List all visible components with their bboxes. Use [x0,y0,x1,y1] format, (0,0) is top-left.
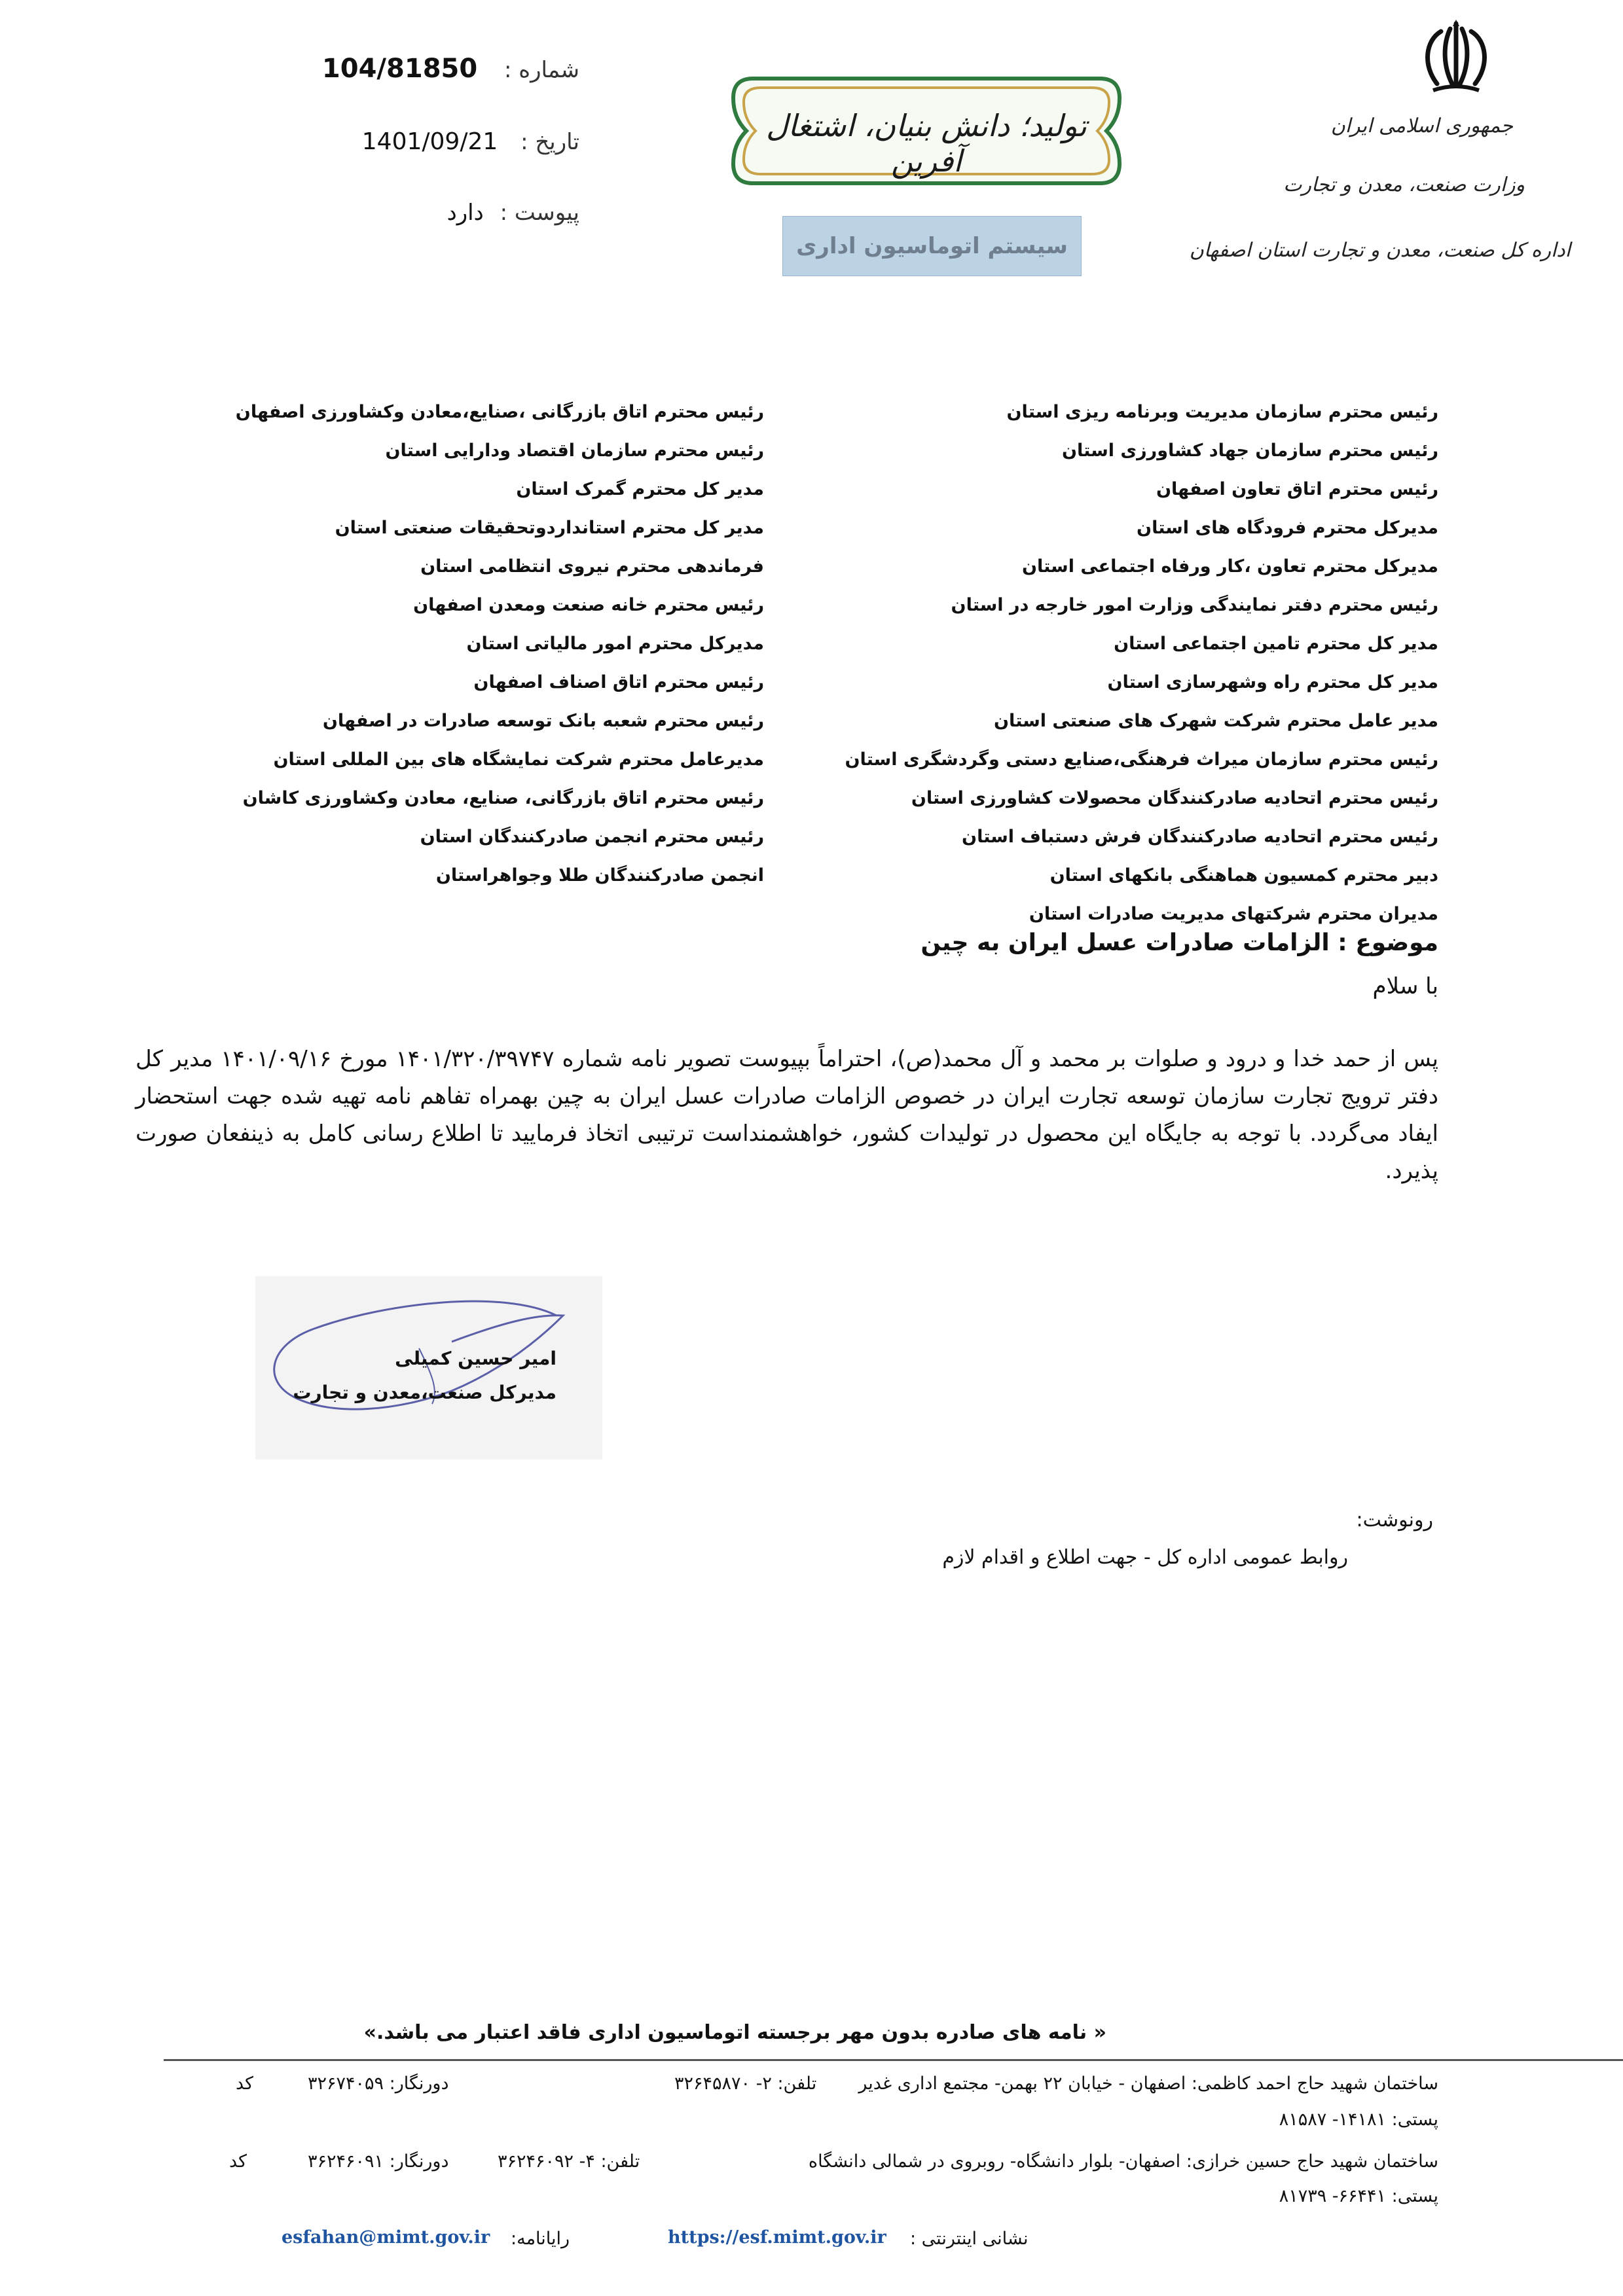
letter-number [288,54,579,84]
footer-phone-1: تلفن: ۲- ۳۲۶۴۵۸۷۰ [674,2073,817,2094]
recipient-item: رئیس محترم اتاق بازرگانی ،صنایع،معادن وکشاورزی اصفهان [235,402,764,422]
recipient-item: رئیس محترم سازمان میراث فرهنگی،صنایع دستی وگردشگری استان [845,749,1438,770]
recipient-item: مدیرکل محترم فرودگاه های استان [1137,518,1438,538]
footer-postal-2: پستی: ۶۶۴۴۱- ۸۱۷۳۹ [1279,2186,1438,2206]
iran-emblem-icon [1413,20,1499,98]
number-value: 104/81850 [321,54,478,84]
recipient-item: مدیر کل محترم تامین اجتماعی استان [1114,634,1438,654]
recipients-right-column [845,393,1438,933]
recipient-item: رئیس محترم اتاق بازرگانی، صنایع، معادن وکشاورزی کاشان [242,788,764,808]
motto-text: تولید؛ دانش بنیان، اشتغال آفرین [766,108,1087,179]
footer-website-link[interactable]: https://esf.mimt.gov.ir [668,2227,886,2248]
recipient-item: رئیس محترم اتحادیه صادرکنندگان فرش دستباف استان [962,827,1438,847]
gov-line-3: اداره کل صنعت، معدن و تجارت استان اصفهان [1189,239,1571,262]
recipient-item: رئیس محترم اتاق اصناف اصفهان [473,672,764,692]
recipient-item: انجمن صادرکنندگان طلا وجواهراستان [435,865,764,886]
recipient-item: رئیس محترم انجمن صادرکنندگان استان [420,827,764,847]
footer-address-1: ساختمان شهید حاج احمد کاظمی: اصفهان - خیابان ۲۲ بهمن- مجتمع اداری غدیر [858,2073,1438,2094]
attachment-value: دارد [447,200,484,226]
automation-system-badge: سیستم اتوماسیون اداری [782,216,1082,276]
recipient-item: رئیس محترم شعبه بانک توسعه صادرات در اصفهان [322,711,764,731]
footer-code-label-2: کد [229,2151,247,2172]
footer-postal-1: پستی: ۱۴۱۸۱- ۸۱۵۸۷ [1279,2109,1438,2130]
recipient-item: مدیر عامل محترم شرکت شهرک های صنعتی استان [994,711,1438,731]
letter-greeting: با سلام [1372,973,1438,999]
gov-line-2: وزارت صنعت، معدن و تجارت [1283,173,1525,196]
recipient-item: رئیس محترم اتاق تعاون اصفهان [1156,479,1438,499]
recipient-item: مدیرعامل محترم شرکت نمایشگاه های بین المللی استان [273,749,764,770]
recipient-item: رئیس محترم سازمان اقتصاد ودارایی استان [385,440,764,461]
recipient-item: رئیس محترم سازمان مدیریت وبرنامه ریزی استان [1006,402,1438,422]
footer-phone-2: تلفن: ۴- ۳۶۲۴۶۰۹۲ [498,2151,640,2172]
recipient-item: مدیرکل محترم امور مالیاتی استان [466,634,764,654]
recipient-item: دبیر محترم کمسیون هماهنگی بانکهای استان [1049,865,1438,886]
signer-title: مدیرکل صنعت،معدن و تجارت [293,1382,556,1403]
footer-email-label: رایانامه: [511,2229,570,2249]
recipient-item: رئیس محترم سازمان جهاد کشاورزی استان [1061,440,1438,461]
validity-notice: « نامه های صادره بدون مهر برجسته اتوماسیون اداری فاقد اعتبار می باشد.» [363,2021,1106,2044]
date-value: 1401/09/21 [361,128,498,155]
recipient-item: رئیس محترم اتحادیه صادرکنندگان محصولات کشاورزی استان [911,788,1438,808]
footer-fax-2: دورنگار: ۳۶۲۴۶۰۹۱ [308,2151,449,2172]
footer-fax-1: دورنگار: ۳۲۶۷۴۰۵۹ [308,2073,449,2094]
letter-subject: موضوع : الزامات صادرات عسل ایران به چین [921,929,1438,956]
recipients-left-column [236,393,764,895]
cc-item: روابط عمومی اداره کل - جهت اطلاع و اقدام لازم [942,1546,1348,1569]
recipient-item: رئیس محترم خانه صنعت ومعدن اصفهان [413,595,764,615]
footer-divider [164,2059,1623,2061]
letter-date [321,128,579,155]
recipient-item: مدیرکل محترم تعاون ،کار ورفاه اجتماعی استان [1021,556,1438,577]
signer-block [293,1342,556,1410]
recipient-item: فرماندهی محترم نیروی انتظامی استان [420,556,764,577]
attachment-label: پیوست : [500,200,579,226]
footer-email-link[interactable]: esfahan@mimt.gov.ir [282,2227,490,2248]
footer-code-label-1: کد [236,2073,254,2094]
date-label: تاریخ : [520,129,579,155]
gov-line-1: جمهوری اسلامی ایران [1330,115,1513,137]
letter-attachment [393,200,579,226]
footer-website-label: نشانی اینترنتی : [910,2229,1029,2249]
number-label: شماره : [504,57,579,83]
recipient-item: رئیس محترم دفتر نمایندگی وزارت امور خارجه در استان [951,595,1438,615]
footer-address-2: ساختمان شهید حاج حسین خرازی: اصفهان- بلوار دانشگاه- روبروی در شمالی دانشگاه [808,2151,1438,2172]
signer-name: امیر حسین کمیلی [395,1348,556,1369]
letter-body: پس از حمد خدا و درود و صلوات بر محمد و آل محمد(ص)، احتراماً بپیوست تصویر نامه شماره ۱۴۰۱/۳۲۰/۳۹۷۴۷ مورخ ۱۴۰۱/۰۹/۱۶ مدیر کل دفتر ترویج تجارت سازمان توسعه تجارت ایران در خصوص الزامات صادرات عسل ایران به چین بهمراه تفاهم نامه تهیه شده جهت استحضار ایفاد می‌گردد. با توجه به جایگاه این محصول در تولیدات کشور، خواهشمنداست ترتیبی اتخاذ فرمایید تا اطلاع رسانی کامل به ذینفعان صورت پذیرد. [136,1046,1438,1184]
cc-label: رونوشت: [1356,1509,1433,1532]
recipient-item: مدیر کل محترم استانداردوتحقیقات صنعتی استان [335,518,764,538]
recipient-item: مدیر کل محترم گمرک استان [516,479,764,499]
recipient-item: مدیران محترم شرکتهای مدیریت صادرات استان [1029,904,1438,924]
recipient-item: مدیر کل محترم راه وشهرسازی استان [1107,672,1438,692]
